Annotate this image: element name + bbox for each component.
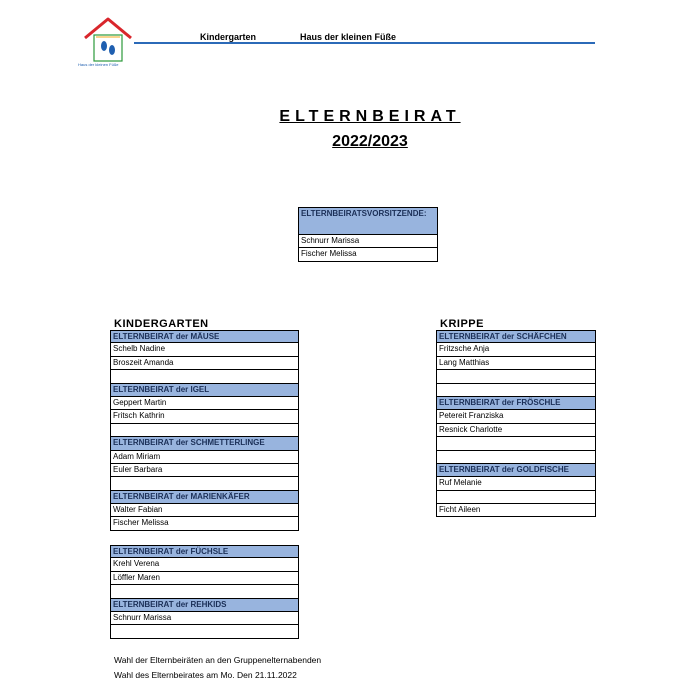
header-kindergarten: Kindergarten [200, 32, 257, 42]
krippe-box [436, 330, 596, 517]
group-header: ELTERNBEIRAT der MÄUSE [110, 330, 299, 343]
group-header: ELTERNBEIRAT der REHKIDS [110, 599, 299, 612]
member-name [110, 625, 299, 638]
chair-name: Fischer Melissa [298, 248, 438, 261]
group-header: ELTERNBEIRAT der GOLDFISCHE [436, 464, 596, 477]
group-header: ELTERNBEIRAT der FRÖSCHLE [436, 397, 596, 410]
member-name: Walter Fabian [110, 504, 299, 517]
member-name: Krehl Verena [110, 558, 299, 571]
member-name: Fritsch Kathrin [110, 410, 299, 423]
logo-caption: Haus der kleinen Füße [78, 62, 119, 67]
group-header: ELTERNBEIRAT der SCHMETTERLINGE [110, 437, 299, 450]
member-name: Ruf Melanie [436, 477, 596, 490]
member-name [436, 451, 596, 464]
empty-row [110, 424, 299, 437]
member-name: Fritzsche Anja [436, 343, 596, 356]
member-name: Petereit Franziska [436, 410, 596, 423]
chair-box [298, 207, 438, 262]
member-name: Resnick Charlotte [436, 424, 596, 437]
member-name: Lang Matthias [436, 357, 596, 370]
header-rule [134, 42, 595, 44]
footer-line-1: Wahl der Elternbeiräten an den Gruppenelternabenden [114, 655, 322, 665]
header-house-name: Haus der kleinen Füße [300, 32, 397, 42]
member-name: Löffler Maren [110, 572, 299, 585]
group-header: ELTERNBEIRAT der FÜCHSLE [110, 545, 299, 558]
page-title: ELTERNBEIRAT [279, 108, 461, 125]
member-name: Schelb Nadine [110, 343, 299, 356]
group-header: ELTERNBEIRAT der IGEL [110, 384, 299, 397]
kindergarten-box-1 [110, 330, 299, 531]
member-name: Geppert Martin [110, 397, 299, 410]
member-name: Ficht Aileen [436, 504, 596, 517]
empty-row [110, 585, 299, 598]
page-year: 2022/2023 [332, 133, 408, 150]
group-header: ELTERNBEIRAT der SCHÄFCHEN [436, 330, 596, 343]
member-name: Fischer Melissa [110, 517, 299, 530]
member-name [436, 491, 596, 504]
group-header: ELTERNBEIRAT der MARIENKÄFER [110, 491, 299, 504]
member-name: Broszeit Amanda [110, 357, 299, 370]
krippe-heading: KRIPPE [440, 318, 484, 330]
member-name: Euler Barbara [110, 464, 299, 477]
member-name [436, 437, 596, 450]
footer-line-2: Wahl des Elternbeirates am Mo. Den 21.11.2022 [114, 670, 297, 680]
member-name [436, 384, 596, 397]
chair-name: Schnurr Marissa [298, 235, 438, 248]
member-name: Adam Miriam [110, 451, 299, 464]
kindergarten-box-2 [110, 545, 299, 639]
chair-header: ELTERNBEIRATSVORSITZENDE: [298, 207, 438, 235]
member-name [436, 370, 596, 383]
empty-row [110, 477, 299, 490]
kindergarten-heading: KINDERGARTEN [114, 318, 209, 330]
empty-row [110, 370, 299, 383]
member-name: Schnurr Marissa [110, 612, 299, 625]
